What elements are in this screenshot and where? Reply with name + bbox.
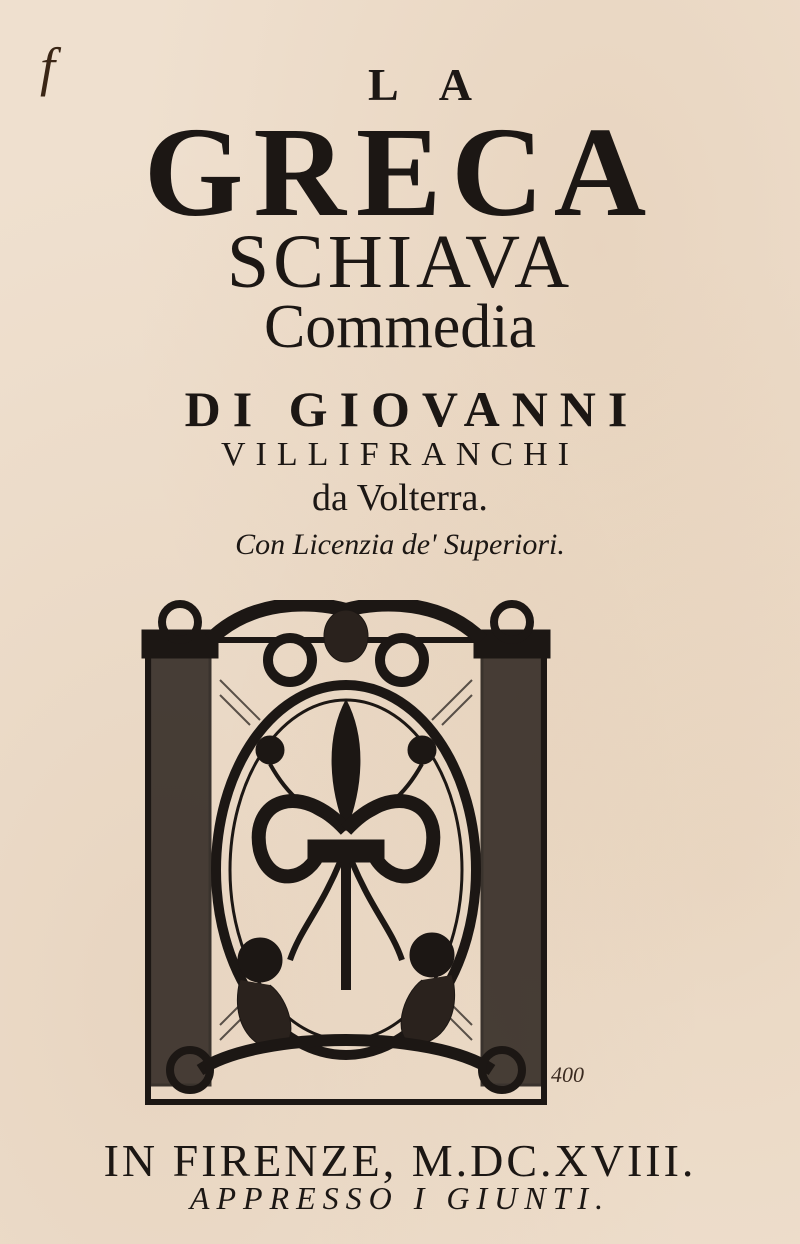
author-line-2: VILLIFRANCHI xyxy=(221,436,579,473)
title-word-greca: GRECA xyxy=(143,101,657,243)
author-origin: da Volterra. xyxy=(312,477,488,519)
imprint-publisher: APPRESSO I GIUNTI. xyxy=(189,1180,611,1216)
imprint-city-date: IN FIRENZE, M.DC.XVIII. xyxy=(103,1135,697,1186)
fleur-de-lis-woodcut xyxy=(140,600,552,1112)
title-article: LA xyxy=(368,59,512,110)
author-line-1: DI GIOVANNI xyxy=(184,381,640,437)
handwritten-number: 400 xyxy=(551,1062,584,1087)
handwritten-mark: f xyxy=(40,37,56,97)
genre-line: Commedia xyxy=(263,293,537,361)
title-word-schiava: SCHIAVA xyxy=(226,220,574,304)
license-line: Con Licenzia de' Superiori. xyxy=(235,528,565,561)
